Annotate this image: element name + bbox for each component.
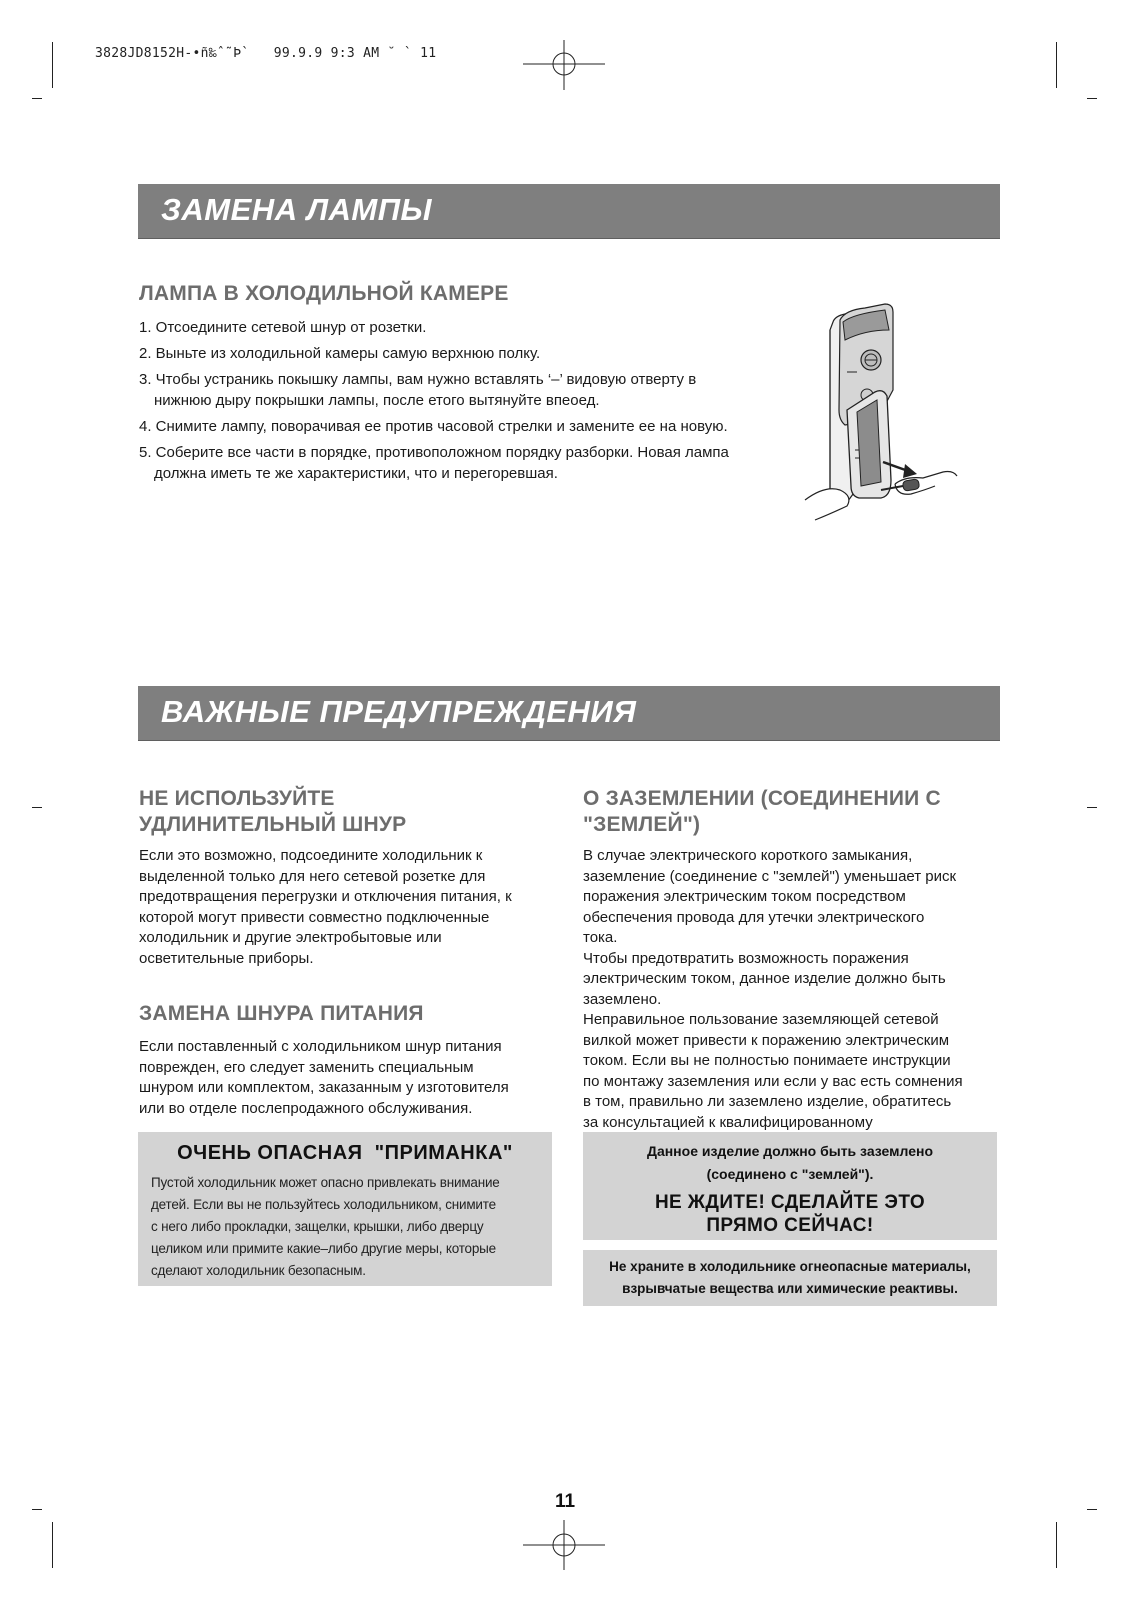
text-line: электрическим током, данное изделие должно быть xyxy=(583,970,946,987)
box-line: (соединено с "землей"). xyxy=(706,1166,874,1182)
box-line: Не храните в холодильнике огнеопасные материалы, xyxy=(609,1259,971,1274)
crop-mark xyxy=(1087,807,1097,808)
box-title: ОЧЕНЬ ОПАСНАЯ "ПРИМАНКА" xyxy=(177,1142,513,1164)
text-line: детей. Если вы не пользуйтесь холодильником, снимите xyxy=(151,1197,496,1212)
text-line: предотвращения перегрузки и отключения питания, к xyxy=(139,888,512,905)
grounding-heading xyxy=(583,786,941,838)
box-callout: ПРЯМО СЕЙЧАС! xyxy=(706,1215,874,1236)
registration-mark-icon xyxy=(523,1520,605,1570)
dangerous-bait-box xyxy=(138,1132,552,1286)
text-line: или во отделе послепродажного обслуживания. xyxy=(139,1099,473,1117)
text-line: целиком или примите какие–либо другие меры, которые xyxy=(151,1241,496,1256)
crop-mark xyxy=(32,807,42,808)
text-line: Если поставленный с холодильником шнур питания xyxy=(139,1038,502,1055)
crop-mark xyxy=(1087,98,1097,99)
text-line: в том, правильно ли заземлено изделие, обратитесь xyxy=(583,1093,952,1110)
power-cord-heading: ЗАМЕНА ШНУРА ПИТАНИЯ xyxy=(139,1002,424,1025)
list-item: 3. Чтобы устраникь покышку лампы, вам нужно вставлять ‘–’ видовую отверту в нижнюю дыру покрышки лампы, после етого вытянуйте впеоед. xyxy=(139,371,697,409)
text-line: которой могут привести совместно подключенные xyxy=(139,908,490,926)
text-line: обеспечения провода для утечки электрического xyxy=(583,908,925,926)
text-line: вилкой может привести к поражению электрическим xyxy=(583,1031,950,1049)
power-cord-text xyxy=(139,1037,559,1119)
heading-line: "ЗЕМЛЕЙ") xyxy=(583,813,701,836)
heading-line: О ЗАЗЕМЛЕНИИ (СОЕДИНЕНИИ С xyxy=(583,787,941,810)
text-line: тока. xyxy=(583,929,618,946)
text-line: с него либо прокладки, защелки, крышки, либо дверцу xyxy=(151,1219,484,1234)
text-line: холодильник и другие электробытовые или xyxy=(139,929,442,946)
text-line: сделают холодильник безопасным. xyxy=(151,1263,366,1278)
crop-mark xyxy=(1087,1509,1097,1510)
box-line: взрывчатые вещества или химические реактивы. xyxy=(622,1281,958,1296)
flammables-warning-box xyxy=(583,1250,997,1306)
crop-mark xyxy=(1056,42,1057,88)
banner-title: ЗАМЕНА ЛАМПЫ xyxy=(161,192,432,227)
list-item: 1. Отсоедините сетевой шнур от розетки. xyxy=(139,319,427,336)
banner-title: ВАЖНЫЕ ПРЕДУПРЕЖДЕНИЯ xyxy=(161,694,637,729)
crop-mark xyxy=(52,1522,53,1568)
grounding-warning-box xyxy=(583,1132,997,1240)
crop-mark xyxy=(32,98,42,99)
crop-mark xyxy=(52,42,53,88)
crop-mark xyxy=(32,1509,42,1510)
text-line: Чтобы предотвратить возможность поражения xyxy=(583,949,909,967)
text-line: Если это возможно, подсоедините холодильник к xyxy=(139,847,483,864)
text-line: заземлено. xyxy=(583,990,662,1008)
list-item: 5. Соберите все части в порядке, противоположном порядку разборки. Новая лампа должна иметь те же характеристики, что и перегоревшая. xyxy=(139,444,729,482)
lamp-steps-list xyxy=(139,317,749,489)
print-header: 3828JD8152H-•ñ‰ˆ˜Þ` 99.9.9 9:3 AM ˘ ` 11 xyxy=(95,46,437,61)
text-line: шнуром или комплектом, заказанным у изготовителя xyxy=(139,1079,509,1096)
lamp-cover-illustration xyxy=(785,300,975,540)
heading-line: НЕ ИСПОЛЬЗУЙТЕ xyxy=(139,787,335,810)
box-line: Данное изделие должно быть заземлено xyxy=(646,1143,934,1159)
crop-mark xyxy=(1056,1522,1057,1568)
text-line: Пустой холодильник может опасно привлекать внимание xyxy=(151,1175,500,1190)
section-banner-warnings xyxy=(138,686,1000,741)
extension-cord-text xyxy=(139,846,559,969)
text-line: током. Если вы не полностью понимаете инструкции xyxy=(583,1052,951,1069)
text-line: осветительные приборы. xyxy=(139,949,314,967)
page-number: 11 xyxy=(554,1491,576,1512)
text-line: В случае электрического короткого замыкания, xyxy=(583,847,913,864)
list-item: 4. Снимите лампу, поворачивая ее против часовой стрелки и замените ее на новую. xyxy=(139,418,728,435)
grounding-text xyxy=(583,846,1003,1133)
section-banner-lamp xyxy=(138,184,1000,239)
box-callout: НЕ ЖДИТЕ! СДЕЛАЙТЕ ЭТО xyxy=(654,1192,926,1213)
extension-cord-heading xyxy=(139,786,406,838)
heading-line: УДЛИНИТЕЛЬНЫЙ ШНУР xyxy=(139,813,407,836)
registration-mark-icon xyxy=(523,40,605,90)
text-line: поврежден, его следует заменить специальным xyxy=(139,1058,474,1076)
text-line: по монтажу заземления или если у вас есть сомнения xyxy=(583,1072,963,1090)
text-line: Неправильное пользование заземляющей сетевой xyxy=(583,1011,939,1028)
text-line: за консультацией к квалифицированному xyxy=(583,1113,873,1131)
text-line: выделенной только для него сетевой розетке для xyxy=(139,867,486,885)
lamp-subheading: ЛАМПА В ХОЛОДИЛЬНОЙ КАМЕРЕ xyxy=(139,282,509,305)
text-line: поражения электрическим током посредством xyxy=(583,888,906,905)
list-item: 2. Выньте из холодильной камеры самую верхнюю полку. xyxy=(139,345,541,362)
box-text xyxy=(151,1172,546,1282)
text-line: заземление (соединение с "землей") уменьшает риск xyxy=(583,867,957,885)
